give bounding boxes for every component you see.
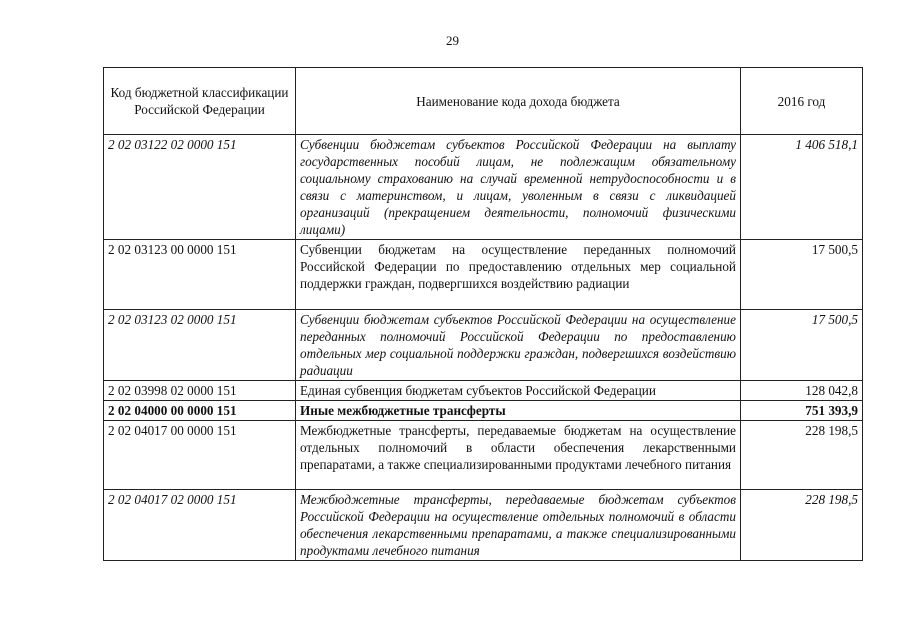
row-amount: 228 198,5 — [741, 490, 863, 561]
row-amount: 1 406 518,1 — [741, 135, 863, 240]
row-name: Межбюджетные трансферты, передаваемые бюджетам на осуществление отдельных полномочий в области обеспечения лекарственными препаратами, а также специализированными продуктами лечебного питания — [296, 421, 741, 490]
header-name: Наименование кода дохода бюджета — [296, 68, 741, 135]
table-row — [104, 135, 863, 240]
row-amount: 17 500,5 — [741, 240, 863, 310]
header-code: Код бюджетной классификации Российской Федерации — [104, 68, 296, 135]
row-name: Субвенции бюджетам субъектов Российской Федерации на выплату государственных пособий лицам, не подлежащим обязательному социальному страхованию на случай временной нетрудоспособности и в связи с материнством, и лицам, уволенным в связи с ликвидацией организаций (прекращением деятельности, полномочий физическими лицами) — [296, 135, 741, 240]
row-code: 2 02 03123 00 0000 151 — [104, 240, 296, 310]
row-code: 2 02 04017 00 0000 151 — [104, 421, 296, 490]
row-code: 2 02 04000 00 0000 151 — [104, 401, 296, 421]
row-code: 2 02 04017 02 0000 151 — [104, 490, 296, 561]
table-row — [104, 490, 863, 561]
row-name: Субвенции бюджетам на осуществление переданных полномочий Российской Федерации по предоставлению отдельных мер социальной поддержки граждан, подвергшихся воздействию радиации — [296, 240, 741, 310]
table-row — [104, 381, 863, 401]
row-amount: 128 042,8 — [741, 381, 863, 401]
row-name: Субвенции бюджетам субъектов Российской Федерации на осуществление переданных полномочий Российской Федерации по предоставлению отдельных мер социальной поддержки граждан, подвергшихся воздействию радиации — [296, 310, 741, 381]
table-header-row — [104, 68, 863, 135]
row-name: Единая субвенция бюджетам субъектов Российской Федерации — [296, 381, 741, 401]
row-code: 2 02 03122 02 0000 151 — [104, 135, 296, 240]
budget-revenue-table — [103, 67, 863, 561]
header-year: 2016 год — [741, 68, 863, 135]
row-amount: 228 198,5 — [741, 421, 863, 490]
row-amount: 17 500,5 — [741, 310, 863, 381]
table-row — [104, 310, 863, 381]
table-row — [104, 401, 863, 421]
table-row — [104, 240, 863, 310]
row-name: Иные межбюджетные трансферты — [296, 401, 741, 421]
row-amount: 751 393,9 — [741, 401, 863, 421]
table-row — [104, 421, 863, 490]
row-name: Межбюджетные трансферты, передаваемые бюджетам субъектов Российской Федерации на осуществление отдельных полномочий в области обеспечения лекарственными препаратами, а также специализированными продуктами лечебного питания — [296, 490, 741, 561]
page-number: 29 — [446, 33, 459, 48]
row-code: 2 02 03123 02 0000 151 — [104, 310, 296, 381]
row-code: 2 02 03998 02 0000 151 — [104, 381, 296, 401]
